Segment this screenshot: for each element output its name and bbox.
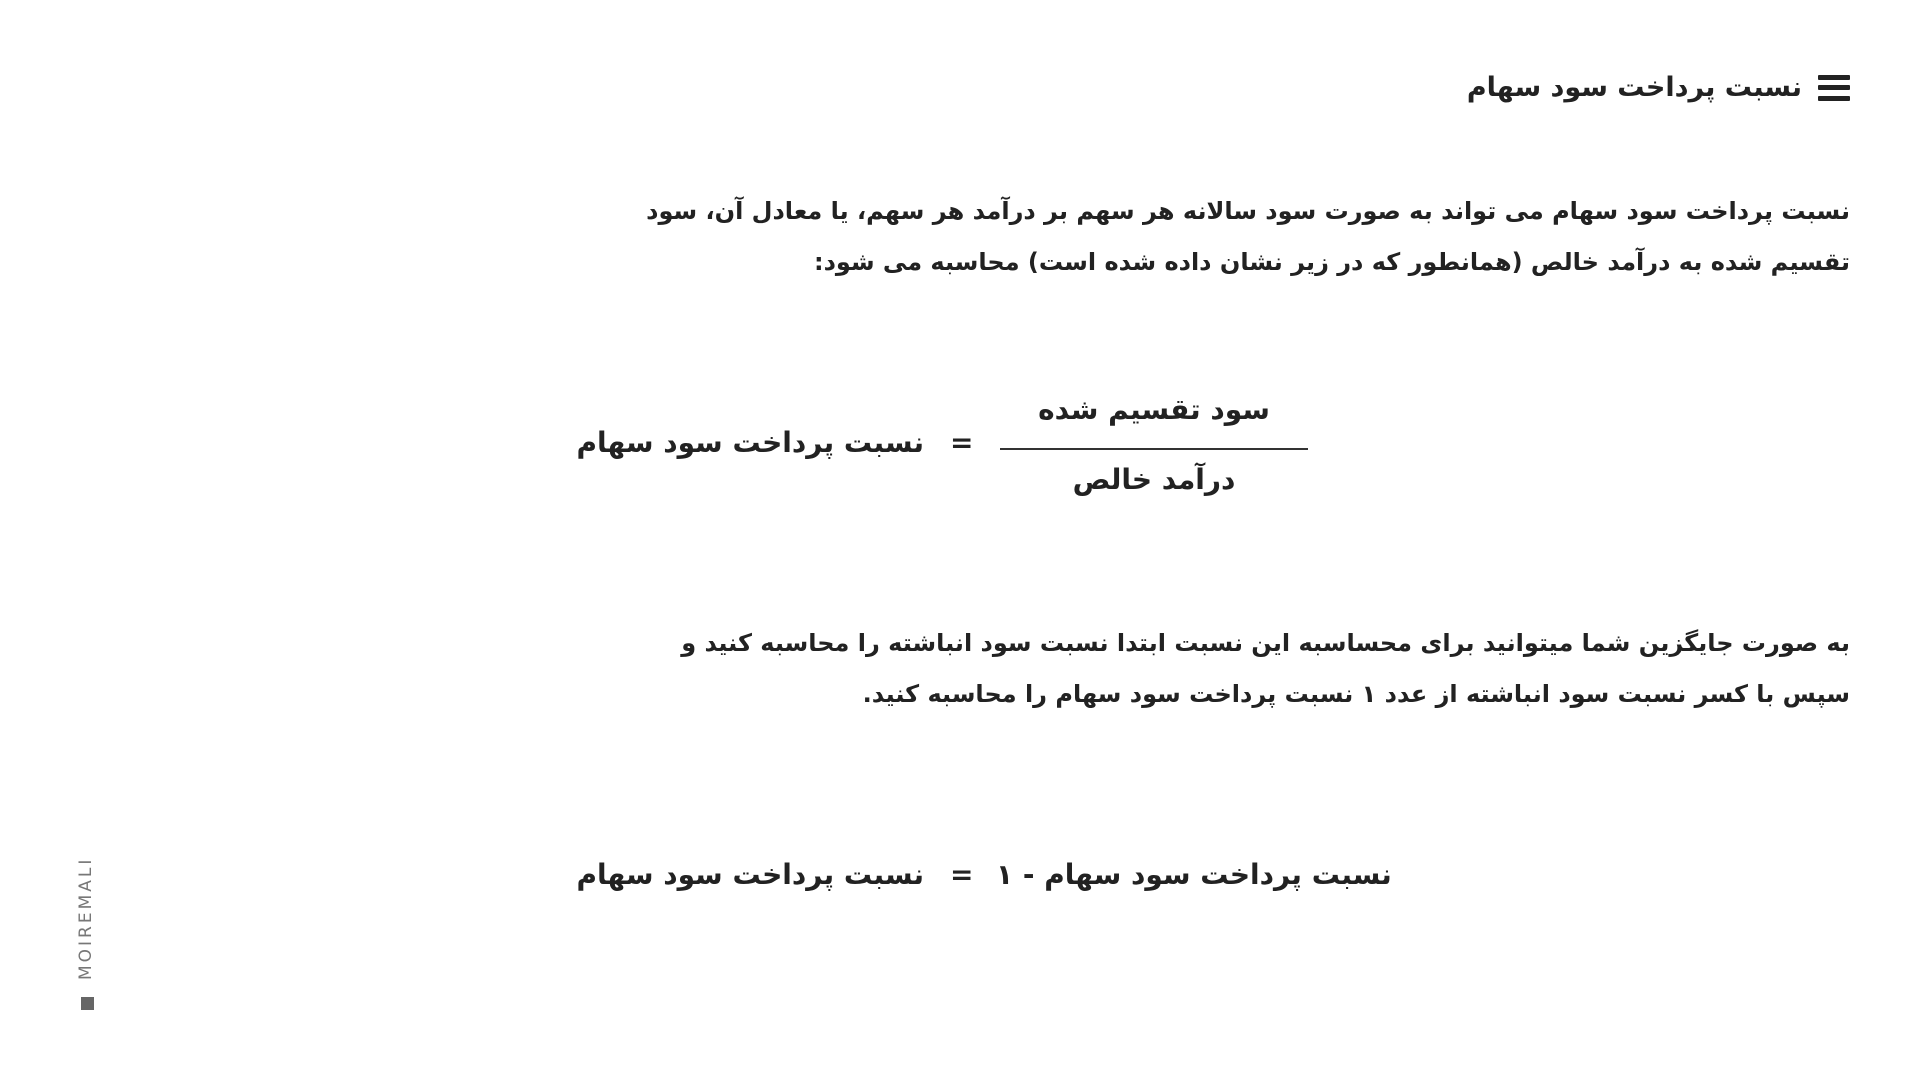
formula1-denominator: درآمد خالص [1072,463,1236,496]
formula1-equals: = [950,426,974,459]
formula1-fraction [1000,393,1308,503]
formula1-numerator: سود تقسیم شده [1038,393,1270,426]
alternative-line-2: سپس با کسر نسبت سود انباشته از عدد ۱ نسبت پرداخت سود سهام را محاسبه کنید. [862,680,1850,708]
formula1-label: نسبت پرداخت سود سهام [576,426,924,459]
square-icon [81,997,94,1010]
intro-paragraph [646,186,1850,288]
formula2-expression: نسبت پرداخت سود سهام - ۱ [996,858,1392,891]
intro-line-1: نسبت پرداخت سود سهام می تواند به صورت سود سالانه هر سهم بر درآمد هر سهم، یا معادل آن، سود [646,197,1850,225]
page-title: نسبت پرداخت سود سهام [1466,72,1802,103]
alternative-paragraph [681,618,1850,720]
formula2-equals: = [950,858,974,891]
alternative-line-1: به صورت جایگزین شما میتوانید برای محساسبه این نسبت ابتدا نسبت سود انباشته را محاسبه کنید و [681,629,1850,657]
brand-watermark [78,830,98,1010]
hamburger-menu-icon[interactable] [1818,75,1850,101]
formula2-label: نسبت پرداخت سود سهام [576,858,924,891]
watermark-text: MOIREMALI [76,856,96,980]
intro-line-2: تقسیم شده به درآمد خالص (همانطور که در زیر نشان داده شده است) محاسبه می شود: [814,248,1850,276]
header [1467,72,1850,103]
fraction-line [1000,448,1308,450]
